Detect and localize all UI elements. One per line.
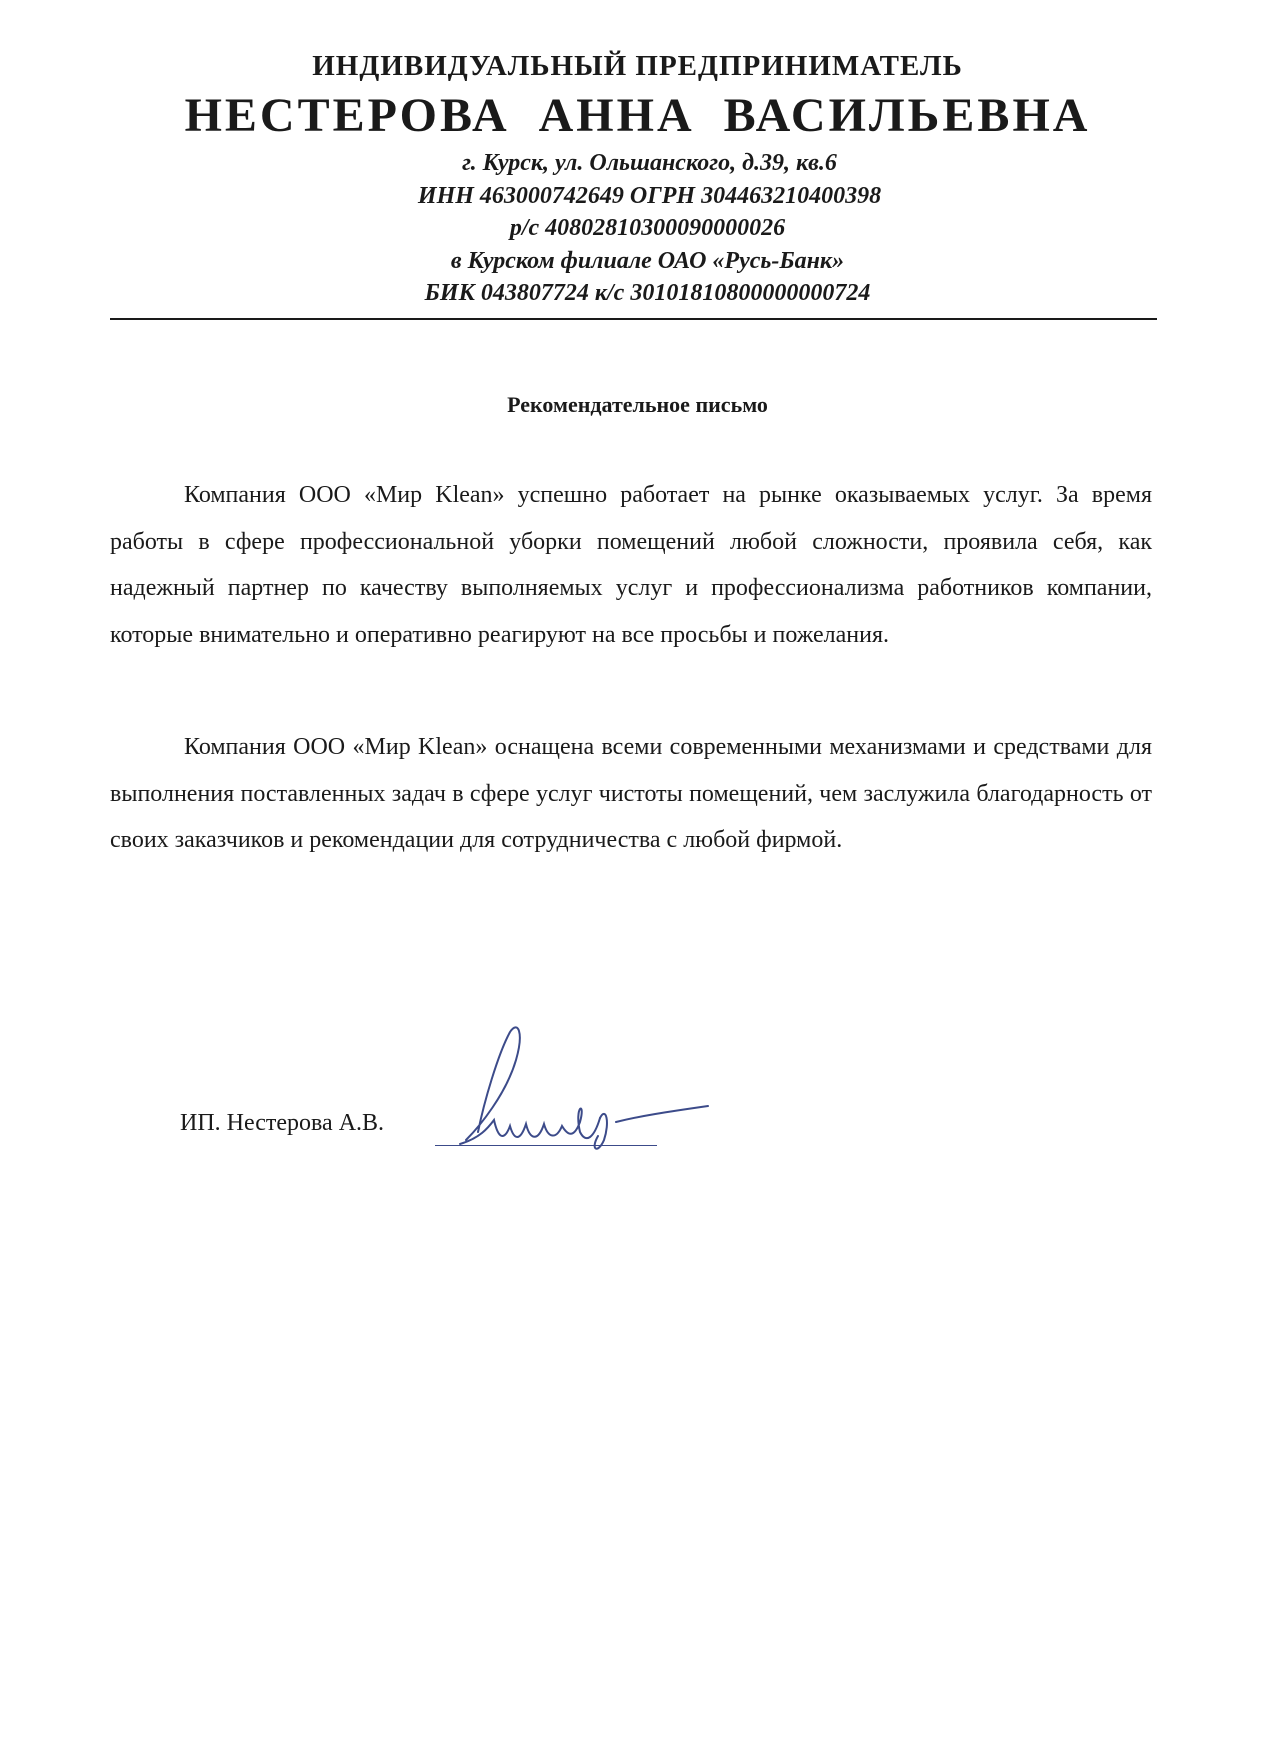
letterhead-address: г. Курск, ул. Ольшанского, д.39, кв.6	[462, 150, 837, 176]
letter-paragraph-2: Компания ООО «Мир Klean» оснащена всеми современными механизмами и средствами для выполнения поставленных задач в сфере услуг чистоты помещений, чем заслужила благодарность от своих заказчиков и рекомендации для сотрудничества с любой фирмой.	[110, 734, 1152, 853]
letterhead-inn-ogrn: ИНН 463000742649 ОГРН 304463210400398	[417, 183, 882, 209]
letterhead-name: НЕСТЕРОВА АННА ВАСИЛЬЕВНА	[184, 89, 1091, 142]
letter-title: Рекомендательное письмо	[507, 392, 768, 417]
letterhead-account: р/с 40802810300090000026	[509, 215, 786, 241]
letterhead-bik: БИК 043807724 к/с 30101810800000000724	[424, 280, 871, 306]
letterhead-bank: в Курском филиале ОАО «Русь-Банк»	[450, 248, 845, 274]
letterhead-divider	[110, 318, 1157, 320]
letterhead-title: ИНДИВИДУАЛЬНЫЙ ПРЕДПРИНИМАТЕЛЬ	[312, 50, 963, 82]
letter-paragraph-1: Компания ООО «Мир Klean» успешно работает на рынке оказываемых услуг. За время работы в сфере профессиональной уборки помещений любой сложности, проявила себя, как надежный партнер по качеству выполняемых услуг и профессионализма работников компании, которые внимательно и оперативно реагируют на все просьбы и пожелания.	[110, 482, 1152, 648]
handwritten-signature	[440, 1010, 720, 1170]
signatory-label: ИП. Нестерова А.В.	[180, 1110, 385, 1136]
